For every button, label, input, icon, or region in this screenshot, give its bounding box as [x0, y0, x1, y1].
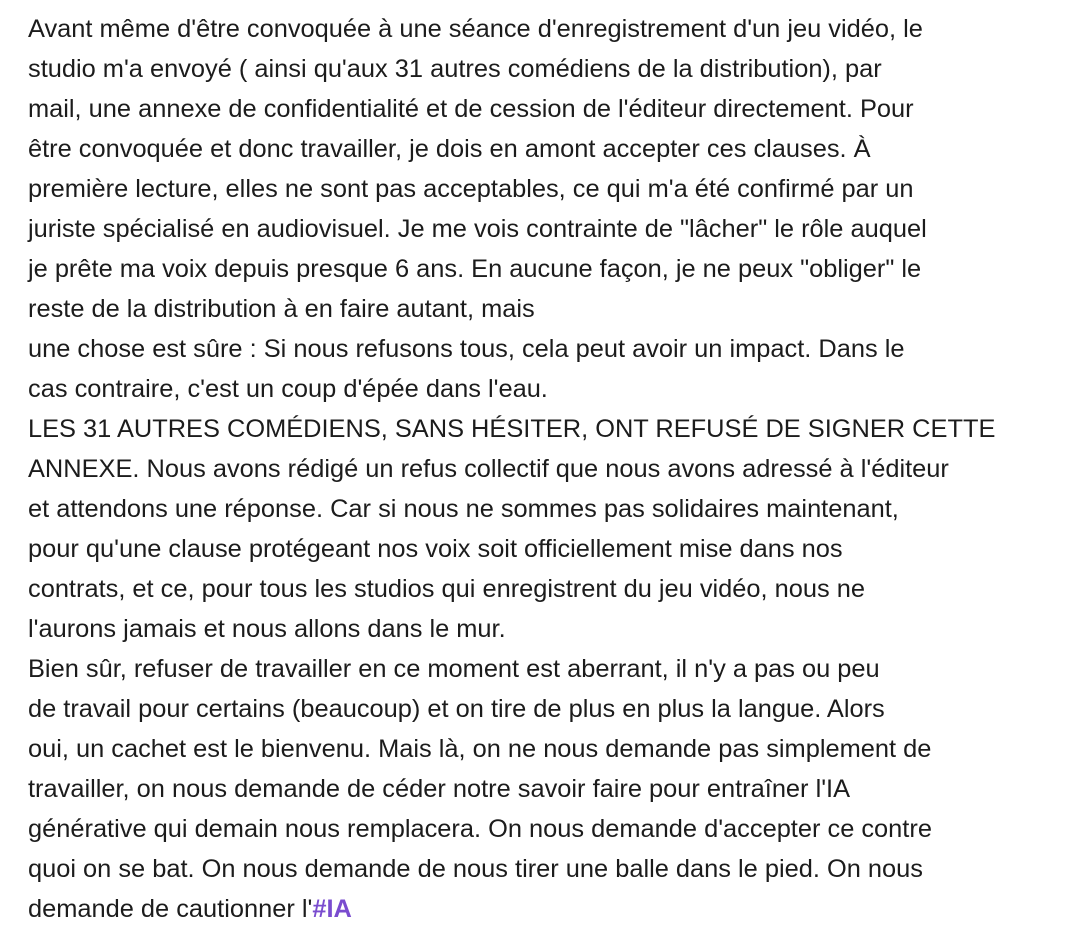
post-line: Avant même d'être convoquée à une séance d'enregistrement d'un jeu vidéo, le — [28, 15, 923, 43]
post-line: et attendons une réponse. Car si nous ne sommes pas solidaires maintenant, — [28, 495, 899, 523]
hashtag-link[interactable]: #IA — [312, 895, 352, 923]
post-line: juriste spécialisé en audiovisuel. Je me vois contrainte de "lâcher" le rôle auquel — [28, 215, 927, 243]
post-line: LES 31 AUTRES COMÉDIENS, SANS HÉSITER, ONT REFUSÉ DE SIGNER CETTE — [28, 415, 996, 443]
post-line: oui, un cachet est le bienvenu. Mais là, on ne nous demande pas simplement de — [28, 735, 932, 763]
post-line: cas contraire, c'est un coup d'épée dans l'eau. — [28, 375, 548, 403]
post-line: être convoquée et donc travailler, je dois en amont accepter ces clauses. À — [28, 135, 871, 163]
post-line: Bien sûr, refuser de travailler en ce moment est aberrant, il n'y a pas ou peu — [28, 655, 880, 683]
post-line: travailler, on nous demande de céder notre savoir faire pour entraîner l'IA — [28, 775, 851, 803]
post-line: une chose est sûre : Si nous refusons tous, cela peut avoir un impact. Dans le — [28, 335, 905, 363]
post-last-line — [28, 889, 1091, 929]
post-line: studio m'a envoyé ( ainsi qu'aux 31 autres comédiens de la distribution), par — [28, 55, 882, 83]
post-line: mail, une annexe de confidentialité et de cession de l'éditeur directement. Pour — [28, 95, 914, 123]
post-last-line-text: demande de cautionner l' — [28, 895, 313, 923]
post-line: pour qu'une clause protégeant nos voix soit officiellement mise dans nos — [28, 535, 843, 563]
post-line: reste de la distribution à en faire autant, mais — [28, 295, 535, 323]
post-line: quoi on se bat. On nous demande de nous tirer une balle dans le pied. On nous — [28, 855, 923, 883]
post-line: l'aurons jamais et nous allons dans le mur. — [28, 615, 506, 643]
post-line: de travail pour certains (beaucoup) et on tire de plus en plus la langue. Alors — [28, 695, 885, 723]
post-line: contrats, et ce, pour tous les studios qui enregistrent du jeu vidéo, nous ne — [28, 575, 865, 603]
post-line: je prête ma voix depuis presque 6 ans. En aucune façon, je ne peux "obliger" le — [28, 255, 922, 283]
post-line: ANNEXE. Nous avons rédigé un refus collectif que nous avons adressé à l'éditeur — [28, 455, 949, 483]
post-text — [28, 9, 1091, 929]
post-line: générative qui demain nous remplacera. On nous demande d'accepter ce contre — [28, 815, 932, 843]
post-line: première lecture, elles ne sont pas acceptables, ce qui m'a été confirmé par un — [28, 175, 914, 203]
